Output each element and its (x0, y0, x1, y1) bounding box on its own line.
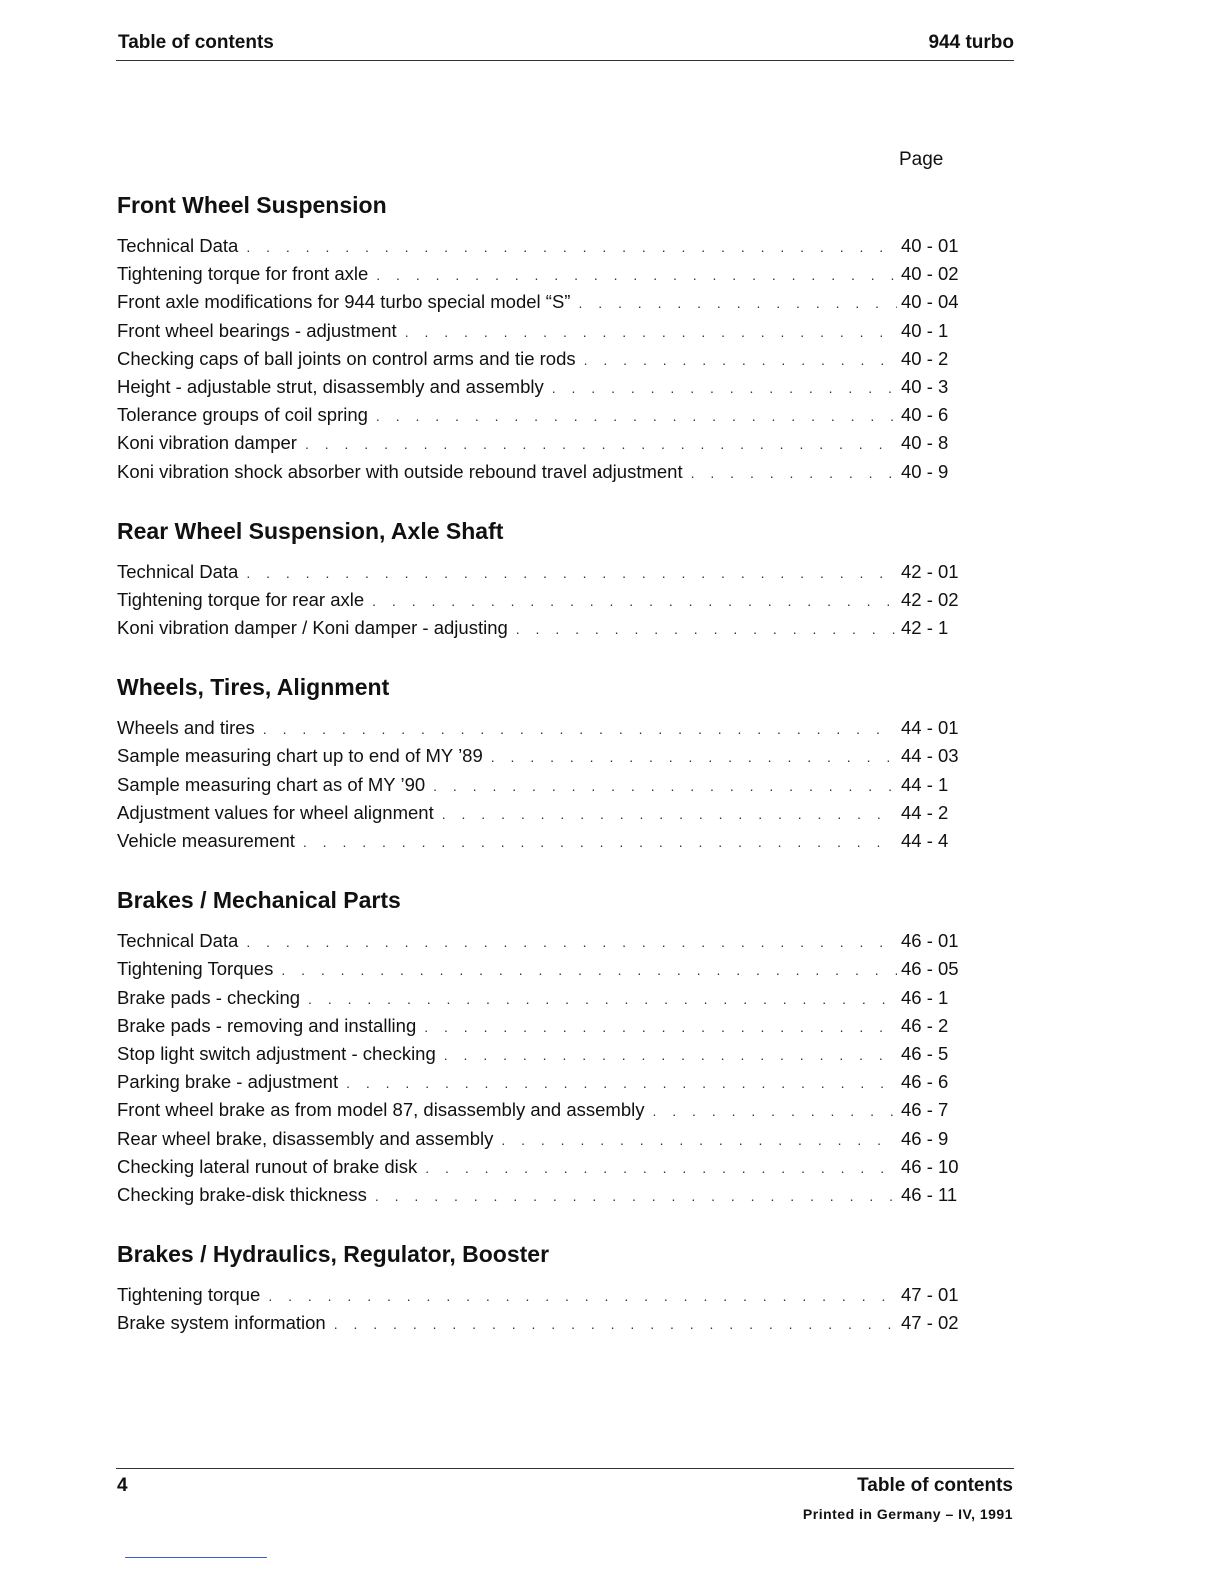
section-gap (117, 486, 965, 516)
toc-section (117, 885, 965, 1209)
entry-label: Sample measuring chart as of MY ’90 (117, 773, 426, 795)
section-title: Wheels, Tires, Alignment (117, 674, 390, 701)
dot-leader (424, 1013, 897, 1040)
dot-leader (653, 1097, 898, 1124)
entry-page: 42 - 1 (901, 617, 949, 639)
section-gap (117, 855, 965, 885)
toc-entry[interactable] (117, 288, 965, 316)
footer-printed-note: Printed in Germany – IV, 1991 (802, 1506, 1013, 1522)
entry-label: Checking brake-disk thickness (117, 1183, 367, 1205)
entry-page: 47 - 01 (901, 1284, 959, 1306)
dot-leader (491, 743, 897, 770)
entry-page: 46 - 6 (901, 1071, 949, 1093)
dot-leader (405, 318, 897, 345)
section-title: Front Wheel Suspension (117, 192, 387, 218)
toc-entry[interactable] (117, 714, 965, 742)
entry-page: 46 - 1 (901, 986, 949, 1008)
section-gap (117, 642, 965, 672)
entry-label: Stop light switch adjustment - checking (117, 1042, 436, 1064)
dot-leader (376, 402, 897, 429)
toc-entry[interactable] (117, 345, 965, 373)
dot-leader (501, 1126, 897, 1153)
dot-leader (584, 346, 897, 373)
toc-entry[interactable] (117, 317, 965, 345)
entry-label: Height - adjustable strut, disassembly and assembly (117, 375, 544, 397)
entry-page: 44 - 1 (901, 773, 949, 795)
entry-page: 42 - 02 (901, 588, 959, 610)
entry-label: Koni vibration damper / Koni damper - adjusting (117, 617, 508, 639)
dot-leader (375, 1182, 897, 1209)
entry-label: Brake system information (117, 1312, 326, 1334)
entry-label: Tightening torque for rear axle (117, 588, 365, 610)
dot-leader (346, 1069, 897, 1096)
dot-leader (246, 559, 897, 586)
dot-leader (691, 459, 897, 486)
entry-page: 40 - 9 (901, 460, 949, 482)
entry-page: 46 - 01 (901, 930, 959, 952)
toc-entry[interactable] (117, 1125, 965, 1153)
entry-label: Brake pads - checking (117, 986, 301, 1008)
dot-leader (246, 233, 897, 260)
dot-leader (444, 1041, 897, 1068)
entry-page: 40 - 3 (901, 375, 949, 397)
toc-entry[interactable] (117, 1281, 965, 1309)
toc-section (117, 516, 965, 643)
entry-label: Technical Data (117, 235, 239, 256)
dot-leader (425, 1154, 897, 1181)
toc-entry[interactable] (117, 401, 965, 429)
entry-label: Rear wheel brake, disassembly and assembly (117, 1127, 494, 1149)
entry-label: Tightening torque (117, 1284, 261, 1306)
entry-label: Front wheel brake as from model 87, disassembly and assembly (117, 1099, 645, 1121)
entry-label: Wheels and tires (117, 717, 255, 739)
entry-page: 42 - 01 (901, 560, 959, 582)
toc-entry[interactable] (117, 1068, 965, 1096)
toc-entry[interactable] (117, 458, 965, 486)
entry-label: Sample measuring chart up to end of MY ’89 (117, 745, 483, 767)
dot-leader (372, 587, 897, 614)
entry-page: 47 - 02 (901, 1312, 959, 1334)
dot-leader (442, 800, 897, 827)
header-model: 944 turbo (928, 32, 1014, 53)
entry-page: 46 - 9 (901, 1127, 949, 1149)
entry-page: 46 - 5 (901, 1042, 949, 1064)
footer-page-number: 4 (117, 1475, 128, 1496)
section-title: Rear Wheel Suspension, Axle Shaft (117, 517, 504, 544)
toc-entry[interactable] (117, 614, 965, 642)
entry-label: Brake pads - removing and installing (117, 1014, 417, 1036)
entry-page: 40 - 8 (901, 432, 949, 454)
entry-page: 46 - 05 (901, 958, 959, 980)
entry-page: 40 - 01 (901, 235, 959, 256)
toc-entry[interactable] (117, 927, 965, 955)
toc-section (117, 672, 965, 855)
entry-page: 44 - 4 (901, 830, 949, 851)
dot-leader (263, 715, 897, 742)
toc-entry[interactable] (117, 1012, 965, 1040)
toc-entry[interactable] (117, 1040, 965, 1068)
table-of-contents (117, 190, 965, 1337)
toc-entry[interactable] (117, 1153, 965, 1181)
toc-entry[interactable] (117, 373, 965, 401)
toc-entry[interactable] (117, 586, 965, 614)
entry-label: Technical Data (117, 560, 239, 582)
entry-label: Tightening torque for front axle (117, 263, 369, 285)
entry-label: Technical Data (117, 930, 239, 952)
dot-leader (552, 374, 897, 401)
entry-page: 40 - 02 (901, 263, 959, 285)
entry-page: 40 - 2 (901, 347, 949, 369)
toc-entry[interactable] (117, 1096, 965, 1124)
entry-page: 46 - 10 (901, 1155, 959, 1177)
dot-leader (268, 1282, 897, 1309)
toc-entry[interactable] (117, 1181, 965, 1209)
entry-page: 40 - 1 (901, 319, 949, 341)
header-divider (116, 60, 1014, 61)
dot-leader (281, 956, 897, 983)
entry-label: Vehicle measurement (117, 830, 295, 851)
dot-leader (433, 772, 897, 799)
dot-leader (516, 615, 897, 642)
footer-divider (116, 1468, 1014, 1469)
toc-section (117, 1239, 965, 1337)
toc-entry[interactable] (117, 827, 965, 855)
toc-entry[interactable] (117, 429, 965, 457)
entry-page: 46 - 7 (901, 1099, 949, 1121)
toc-entry[interactable] (117, 260, 965, 288)
toc-entry[interactable] (117, 742, 965, 770)
dot-leader (578, 289, 897, 316)
toc-entry[interactable] (117, 232, 965, 260)
entry-label: Checking caps of ball joints on control arms and tie rods (117, 347, 576, 369)
toc-section (117, 190, 965, 486)
entry-page: 40 - 6 (901, 404, 949, 426)
entry-page: 46 - 11 (901, 1183, 958, 1205)
section-title: Brakes / Mechanical Parts (117, 887, 401, 914)
dot-leader (303, 828, 897, 855)
toc-entry[interactable] (117, 1309, 965, 1337)
dot-leader (246, 928, 897, 955)
page-column-label: Page (899, 149, 944, 170)
toc-entry[interactable] (117, 558, 965, 586)
entry-label: Koni vibration damper (117, 432, 297, 454)
toc-entry[interactable] (117, 955, 965, 983)
entry-page: 44 - 01 (901, 717, 959, 739)
entry-label: Checking lateral runout of brake disk (117, 1155, 418, 1177)
header-title: Table of contents (118, 32, 274, 53)
toc-entry[interactable] (117, 799, 965, 827)
section-title: Brakes / Hydraulics, Regulator, Booster (117, 1241, 550, 1268)
entry-label: Adjustment values for wheel alignment (117, 801, 434, 823)
footer-title: Table of contents (857, 1475, 1013, 1496)
dot-leader (334, 1310, 897, 1337)
entry-page: 40 - 04 (901, 291, 959, 313)
entry-label: Tightening Torques (117, 958, 274, 980)
dot-leader (308, 985, 897, 1012)
entry-label: Front axle modifications for 944 turbo special model “S” (117, 291, 571, 313)
entry-page: 46 - 2 (901, 1014, 949, 1036)
dot-leader (376, 261, 897, 288)
entry-label: Parking brake - adjustment (117, 1071, 339, 1093)
entry-page: 44 - 2 (901, 801, 949, 823)
entry-label: Front wheel bearings - adjustment (117, 319, 397, 341)
entry-page: 44 - 03 (901, 745, 959, 767)
toc-entry[interactable] (117, 984, 965, 1012)
entry-label: Koni vibration shock absorber with outside rebound travel adjustment (117, 460, 683, 482)
entry-label: Tolerance groups of coil spring (117, 404, 368, 426)
dot-leader (305, 430, 897, 457)
toc-entry[interactable] (117, 771, 965, 799)
section-gap (117, 1209, 965, 1239)
scan-artifact-line (125, 1557, 267, 1558)
